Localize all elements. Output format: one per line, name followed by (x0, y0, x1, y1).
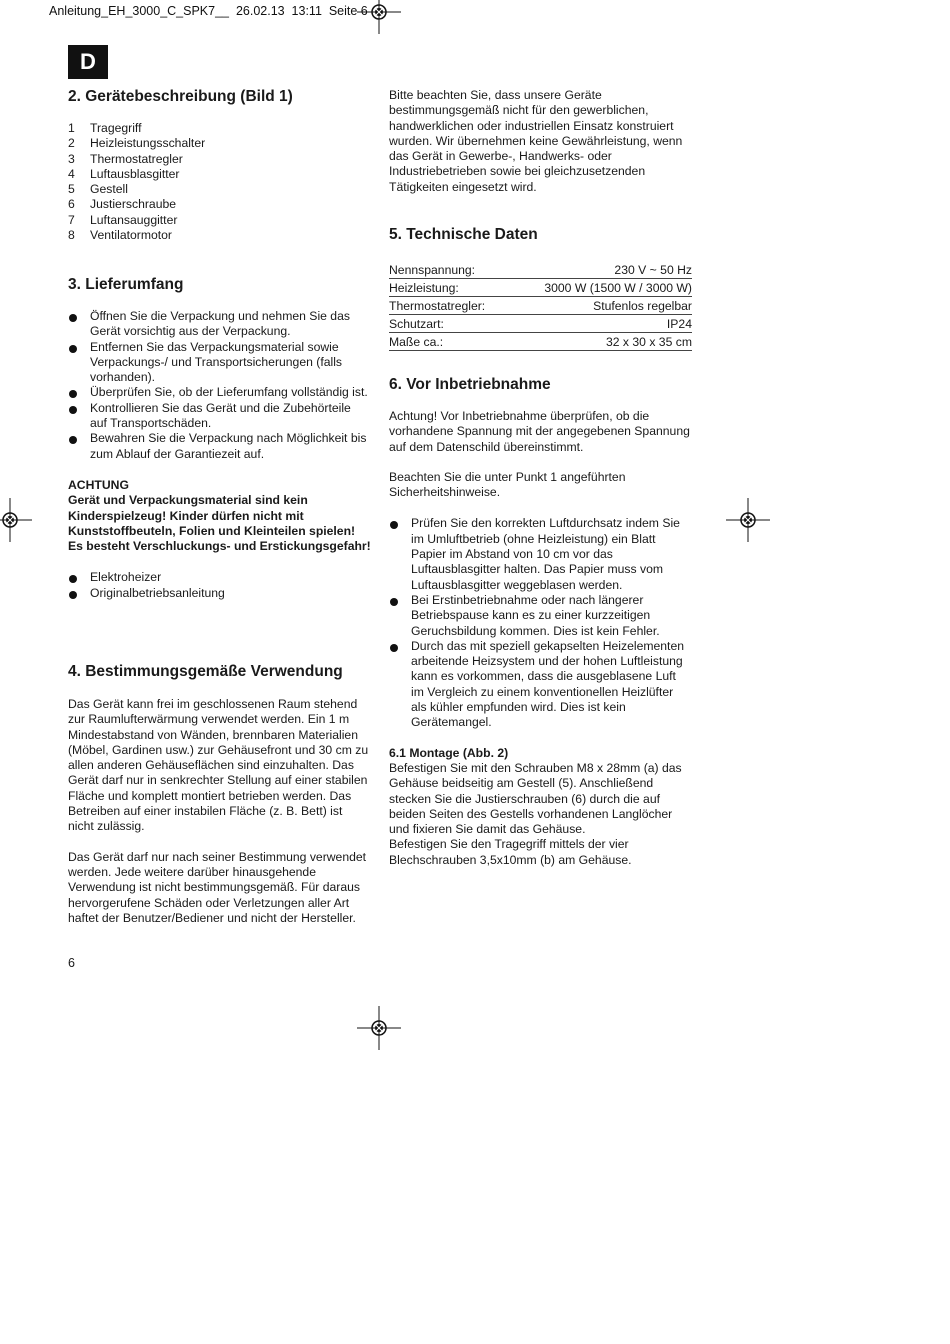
table-row: Heizleistung: 3000 W (1500 W / 3000 W) (389, 279, 692, 297)
section-6 (389, 375, 692, 868)
list-item: Überprüfen Sie, ob der Lieferumfang vollständig ist. (68, 385, 371, 400)
subsection-title: 6.1 Montage (Abb. 2) (389, 745, 509, 760)
paragraph: Das Gerät kann frei im geschlossenen Raum stehend zur Raumlufterwärmung verwendet werden. Ein 1 m Mindestabstand von Wänden, brennbaren Materialien (Möbel, Gardinen usw.) zur Gehäusefront und 30 cm zu allen anderen Gehäuseflächen sind einzuhalten. Das Gerät darf nur in senkrechter Stellung auf einer stabilen Fläche und komplett montiert betrieben werden. Das Betreiben auf einer instabilen Fläche (z. B. Bett) ist nicht zulässig. (68, 697, 369, 834)
delivery-steps (68, 309, 371, 462)
list-item: Prüfen Sie den korrekten Luftdurchsatz indem Sie im Umluftbetrieb (ohne Heizleistung) ein Blatt Papier im Abstand von 10 cm vor das Luftausblasgitter halten. Das Papier muss vom Luftausblasgitter weggeblasen werden. (389, 516, 692, 592)
tech-data-table (389, 261, 692, 351)
section-5 (389, 225, 692, 351)
page-number: 6 (68, 956, 75, 970)
list-item: Durch das mit speziell gekapselten Heizelementen arbeitende Heizsystem und der hohen Luftleistung kann es vorkommen, dass die ausgeblasene Luft im Vergleich zu einem konventionellen Heizlüfter als kühler empfunden wird. Dies ist kein Gerätemangel. (389, 639, 692, 731)
paragraph: Beachten Sie die unter Punkt 1 angeführten Sicherheitshinweise. (389, 469, 626, 500)
registration-mark-icon (357, 1006, 401, 1050)
parts-list (68, 121, 371, 243)
list-item: Bei Erstinbetriebnahme oder nach längerer Betriebspause kann es zu einer kurzzeitigen Geruchsbildung kommen. Dies ist kein Fehler. (389, 593, 692, 639)
section-2-title: 2. Gerätebeschreibung (Bild 1) (68, 88, 293, 105)
table-row: Maße ca.: 32 x 30 x 35 cm (389, 333, 692, 351)
language-badge: D (68, 45, 108, 79)
list-item: 4 Luftausblasgitter (68, 166, 180, 181)
table-row: Thermostatregler: Stufenlos regelbar (389, 297, 692, 315)
paragraph: Befestigen Sie den Tragegriff mittels der vier Blechschrauben 3,5x10mm (b) am Gehäuse. (389, 837, 632, 867)
list-item: 1 Tragegriff (68, 121, 142, 135)
list-item: Elektroheizer (68, 570, 371, 585)
list-item: 2 Heizleistungsschalter (68, 136, 206, 151)
list-item: Öffnen Sie die Verpackung und nehmen Sie das Gerät vorsichtig aus der Verpackung. (68, 309, 371, 340)
registration-mark-icon (357, 0, 401, 34)
print-slug: Anleitung_EH_3000_C_SPK7__ 26.02.13 13:11 Seite 6 (49, 4, 368, 18)
section-4 (68, 662, 371, 926)
paragraph: Bitte beachten Sie, dass unsere Geräte bestimmungsgemäß nicht für den gewerblichen, handwerklichen oder industriellen Einsatz konstruiert wurden. Wir übernehmen keine Gewährleistung, wenn das Gerät in Gewerbe-, Handwerks- oder Industriebetrieben sowie bei gleichzusetzenden Tätigkeiten eingesetzt wird. (389, 88, 683, 194)
warning-title: ACHTUNG (68, 477, 129, 492)
list-item: Originalbetriebsanleitung (68, 586, 371, 601)
list-item: 6 Justierschraube (68, 197, 177, 212)
registration-mark-icon (726, 498, 770, 542)
paragraph: Befestigen Sie mit den Schrauben M8 x 28mm (a) das Gehäuse beidseitig am Gestell (5). Anschließend stecken Sie die Justierschrauben (6) durch die auf beiden Seiten des Gestells vorhandenen Langlöcher und fixieren Sie damit das Gehäuse. (389, 760, 682, 837)
startup-checks (389, 516, 692, 730)
paragraph: Das Gerät darf nur nach seiner Bestimmung verwendet werden. Jede weitere darüber hinausgehende Verwendung ist nicht bestimmungsgemäß. Für daraus hervorgerufene Schäden oder Verletzungen aller Art haftet der Benutzer/Bediener und nicht der Hersteller. (68, 849, 367, 925)
section-5-title: 5. Technische Daten (389, 226, 538, 243)
list-item: Kontrollieren Sie das Gerät und die Zubehörteile auf Transportschäden. (68, 401, 371, 432)
section-2 (68, 87, 371, 243)
section-6-title: 6. Vor Inbetriebnahme (389, 376, 551, 393)
warning-text: Gerät und Verpackungsmaterial sind kein Kinderspielzeug! Kinder dürfen nicht mit Kunststoffbeuteln, Folien und Kleinteilen spielen! Es besteht Verschluckungs- und Erstickungsgefahr! (68, 493, 371, 554)
section-3 (68, 275, 371, 601)
section-3-title: 3. Lieferumfang (68, 276, 184, 293)
registration-mark-icon (0, 498, 32, 542)
list-item: Bewahren Sie die Verpackung nach Möglichkeit bis zum Ablauf der Garantiezeit auf. (68, 431, 371, 462)
list-item: Entfernen Sie das Verpackungsmaterial sowie Verpackungs-/ und Transportsicherungen (falls vorhanden). (68, 340, 371, 386)
list-item: 7 Luftansauggitter (68, 212, 178, 227)
contents-list (68, 570, 371, 601)
list-item: 8 Ventilatormotor (68, 228, 172, 243)
paragraph: Achtung! Vor Inbetriebnahme überprüfen, ob die vorhandene Spannung mit der angegebenen Spannung auf dem Datenschild übereinstimmt. (389, 409, 690, 454)
table-row: Schutzart: IP24 (389, 315, 692, 333)
list-item: 3 Thermostatregler (68, 151, 183, 166)
usage-note (389, 88, 692, 195)
table-row: Nennspannung: 230 V ~ 50 Hz (389, 263, 692, 277)
section-4-title: 4. Bestimmungsgemäße Verwendung (68, 663, 343, 680)
list-item: 5 Gestell (68, 182, 128, 197)
